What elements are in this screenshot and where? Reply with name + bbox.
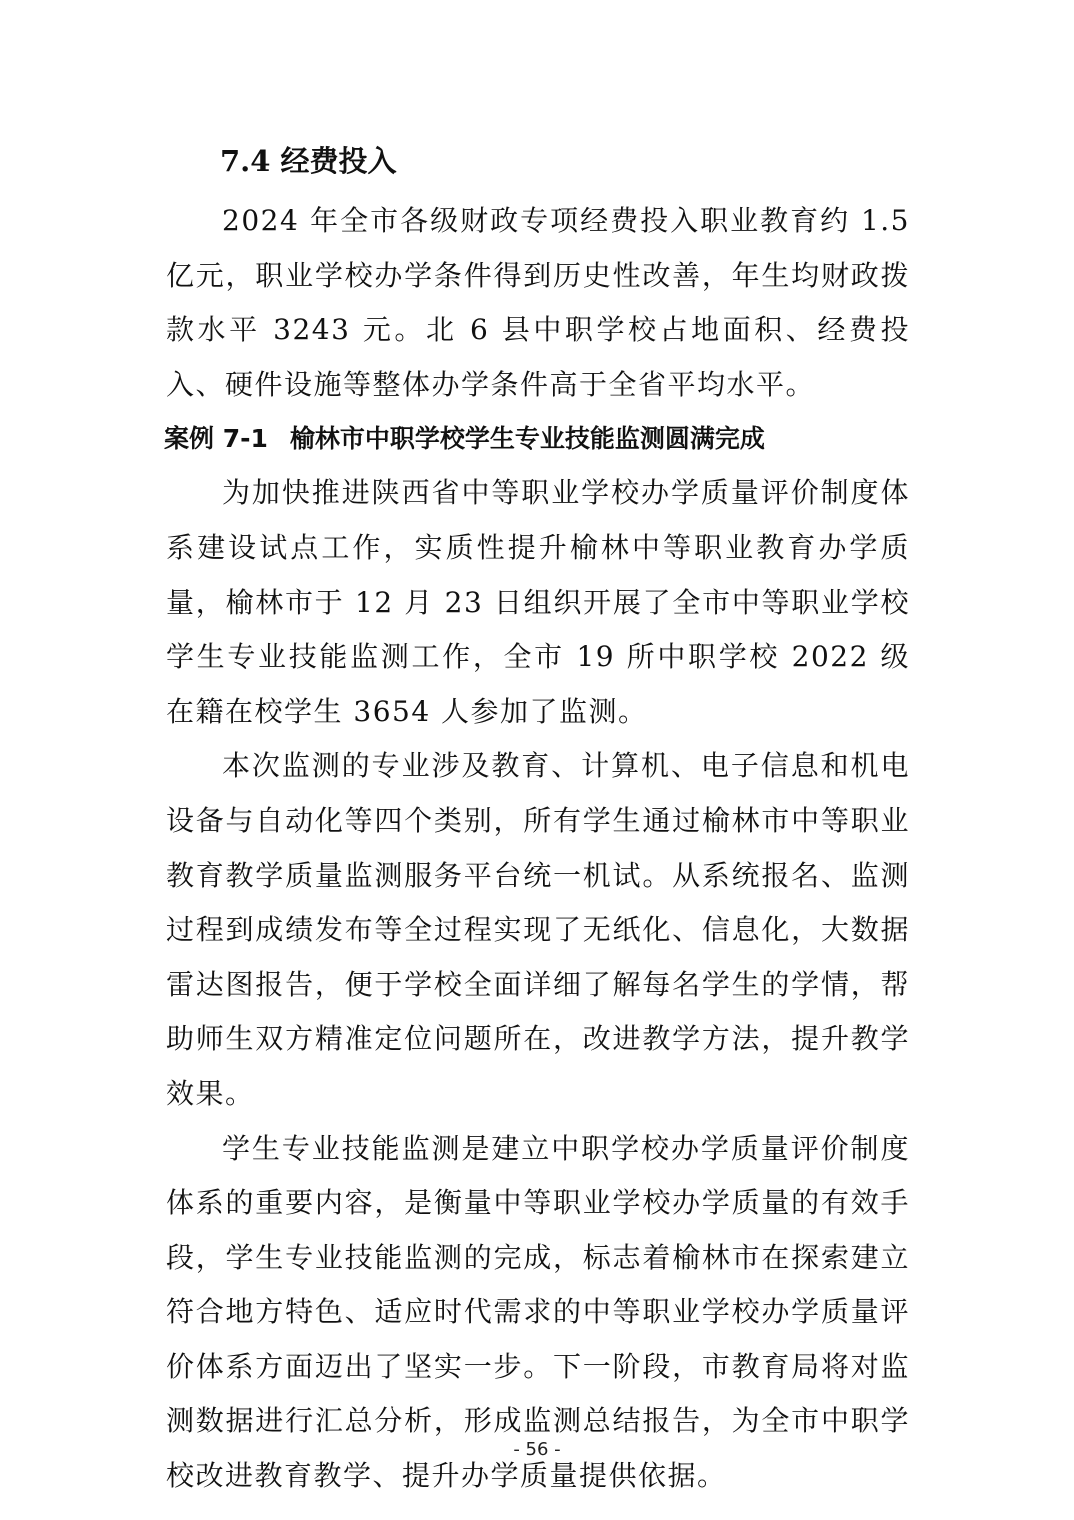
section-paragraph: 2024 年全市各级财政专项经费投入职业教育约 1.5 亿元，职业学校办学条件得到历史性改善，年生均财政拨款水平 3243 元。北 6 县中职学校占地面积、经费投入、硬件设施等整体办学条件高于全省平均水平。 xyxy=(166,204,910,401)
case-label: 案例 7-1 xyxy=(164,424,268,454)
case-paragraph: 本次监测的专业涉及教育、计算机、电子信息和机电设备与自动化等四个类别，所有学生通过榆林市中等职业教育教学质量监测服务平台统一机试。从系统报名、监测过程到成绩发布等全过程实现了无纸化、信息化，大数据雷达图报告，便于学校全面详细了解每名学生的学情，帮助师生双方精准定位问题所在，改进教学方法，提升教学效果。 xyxy=(166,749,910,1110)
case-title xyxy=(164,416,910,462)
case-paragraph: 为加快推进陕西省中等职业学校办学质量评价制度体系建设试点工作，实质性提升榆林中等职业教育办学质量，榆林市于 12 月 23 日组织开展了全市中等职业学校学生专业技能监测工作，全市 19 所中职学校 2022 级在籍在校学生 3654 人参加了监测。 xyxy=(166,476,910,728)
section-heading: 7.4 经费投入 xyxy=(220,144,397,178)
case-paragraph: 学生专业技能监测是建立中职学校办学质量评价制度体系的重要内容，是衡量中等职业学校办学质量的有效手段，学生专业技能监测的完成，标志着榆林市在探索建立符合地方特色、适应时代需求的中等职业学校办学质量评价体系方面迈出了坚实一步。下一阶段，市教育局将对监测数据进行汇总分析，形成监测总结报告，为全市中职学校改进教育教学、提升办学质量提供依据。 xyxy=(166,1131,910,1493)
case-title-text: 榆林市中职学校学生专业技能监测圆满完成 xyxy=(289,424,765,454)
page-number: - 56 - xyxy=(513,1439,561,1460)
page-content xyxy=(166,138,910,1504)
